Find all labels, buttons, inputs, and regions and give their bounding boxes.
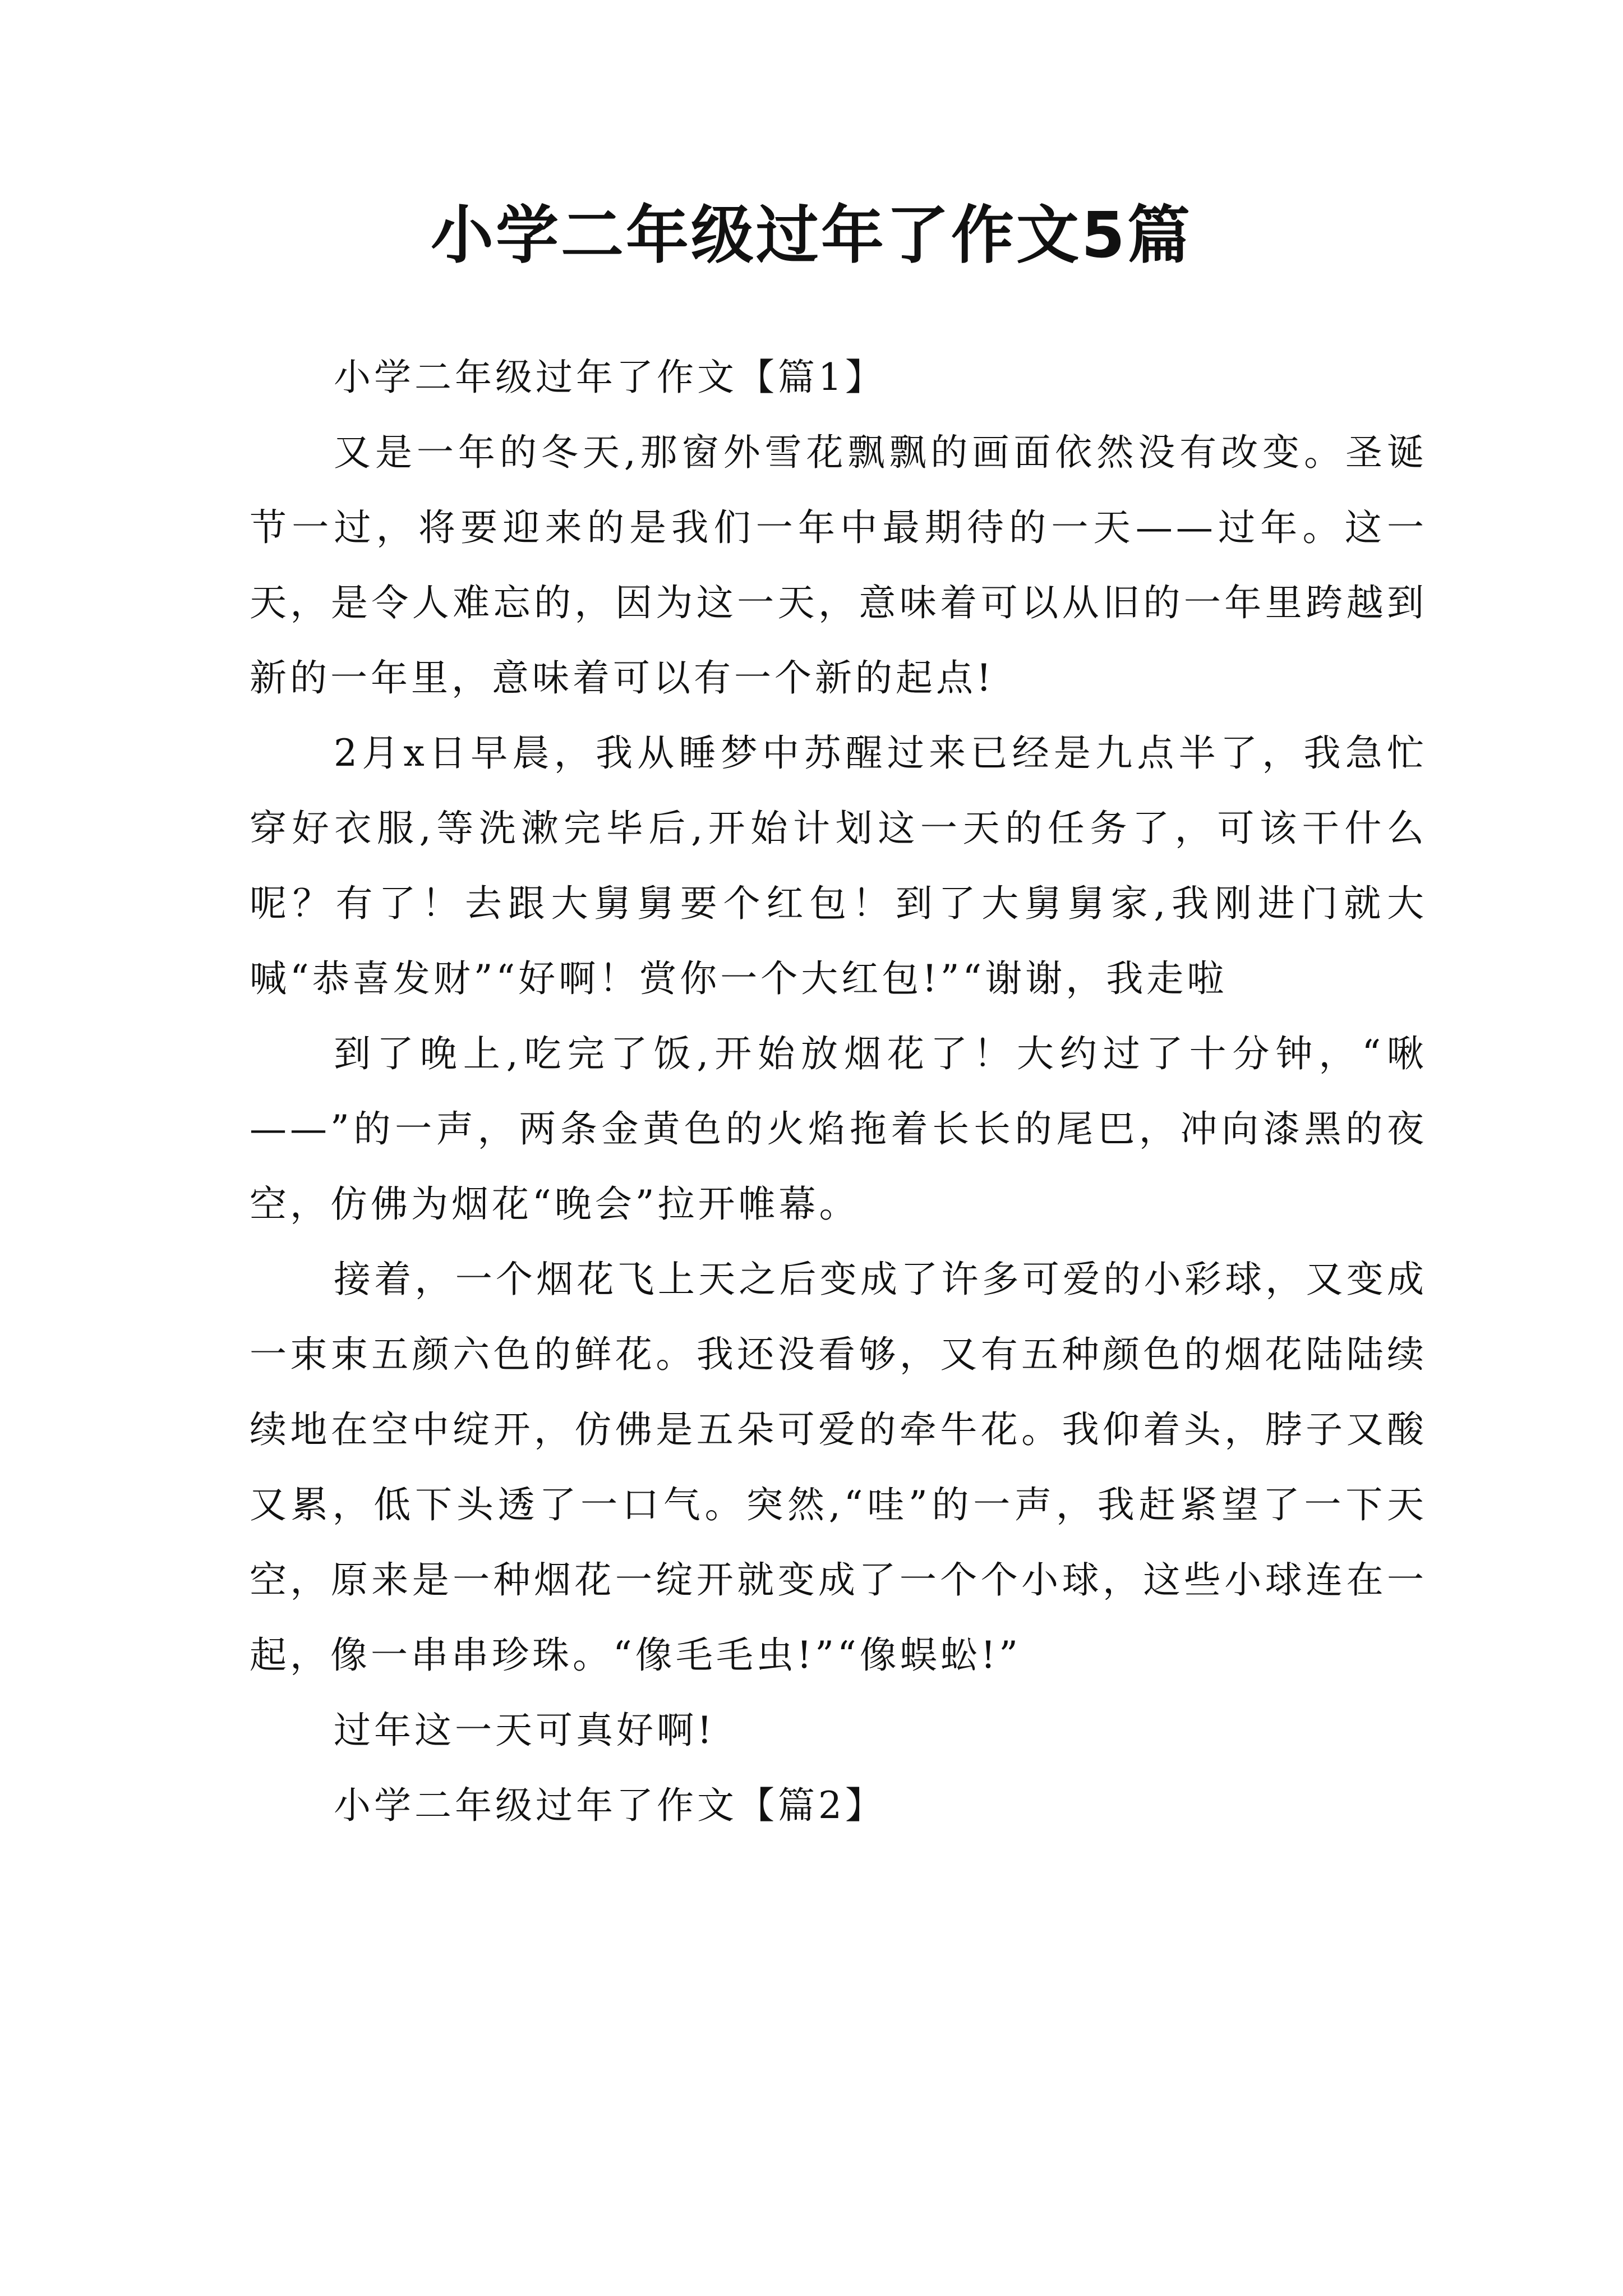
document-title: 小学二年级过年了作文5篇	[431, 199, 1192, 272]
section-heading-2: 小学二年级过年了作文【篇2】	[334, 1784, 886, 1827]
paragraph: 2月x日早晨，我从睡梦中苏醒过来已经是九点半了，我急忙穿好衣服,等洗漱完毕后,开始计划这一天的任务了，可该干什么呢？有了！去跟大舅舅要个红包！到了大舅舅家,我刚进门就大喊“恭喜发财”“好啊！赏你一个大红包!”“谢谢，我走啦	[250, 731, 1427, 1000]
paragraph: 接着，一个烟花飞上天之后变成了许多可爱的小彩球，又变成一束束五颜六色的鲜花。我还没看够，又有五种颜色的烟花陆陆续续地在空中绽开，仿佛是五朵可爱的牵牛花。我仰着头，脖子又酸又累，低下头透了一口气。突然,“哇”的一声，我赶紧望了一下天空，原来是一种烟花一绽开就变成了一个个小球，这些小球连在一起，像一串串珍珠。“像毛毛虫!”“像蜈蚣!”	[250, 1258, 1427, 1677]
document-body	[250, 340, 1427, 1843]
paragraph: 过年这一天可真好啊!	[334, 1709, 716, 1752]
paragraph: 到了晚上,吃完了饭,开始放烟花了！大约过了十分钟，“啾——”的一声，两条金黄色的火焰拖着长长的尾巴，冲向漆黑的夜空，仿佛为烟花“晚会”拉开帷幕。	[250, 1032, 1427, 1226]
paragraph: 又是一年的冬天,那窗外雪花飘飘的画面依然没有改变。圣诞节一过，将要迎来的是我们一年中最期待的一天——过年。这一天，是令人难忘的，因为这一天，意味着可以从旧的一年里跨越到新的一年里，意味着可以有一个新的起点!	[250, 431, 1427, 700]
section-heading-1: 小学二年级过年了作文【篇1】	[334, 356, 886, 399]
